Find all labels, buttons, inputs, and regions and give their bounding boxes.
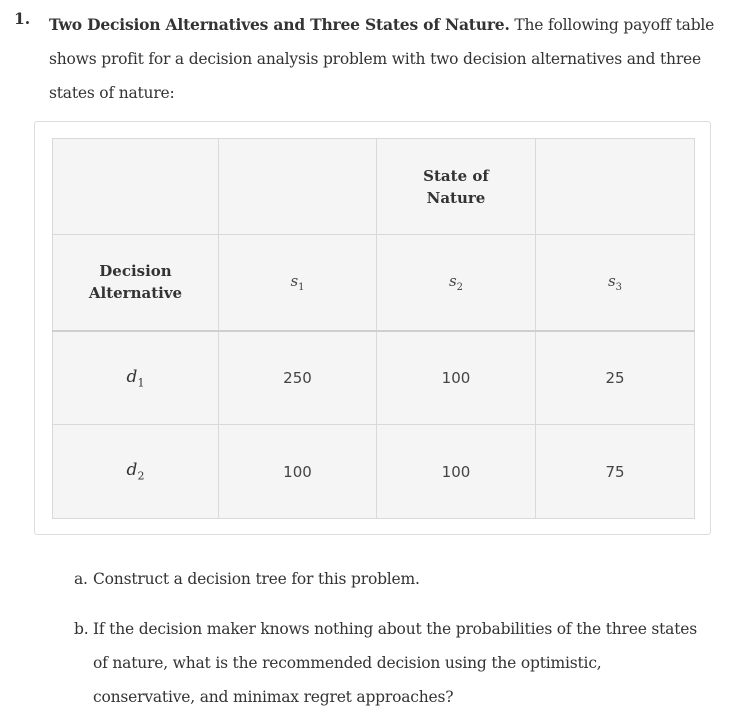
table-column-header-row xyxy=(53,235,695,331)
state-of-nature-header xyxy=(377,139,536,235)
payoff-cell: 75 xyxy=(536,425,695,519)
state-symbol: $s_2$ xyxy=(448,272,464,294)
state-header-s3 xyxy=(536,235,695,331)
state-header-s1 xyxy=(219,235,377,331)
payoff-table-container xyxy=(34,121,711,535)
problem-number: 1. xyxy=(14,9,31,28)
table-group-header-row xyxy=(53,139,695,235)
table-empty-cell xyxy=(219,139,377,235)
problem-title: Two Decision Alternatives and Three States of Nature. xyxy=(49,15,510,34)
payoff-cell: 100 xyxy=(377,425,536,519)
decision-alternative-label: Decision Alternative xyxy=(88,262,183,303)
table-row xyxy=(53,331,695,425)
table-empty-cell xyxy=(536,139,695,235)
alternative-symbol: $d_1$ xyxy=(126,366,145,389)
alternative-label-d1 xyxy=(53,331,219,425)
table-row xyxy=(53,425,695,519)
question-text: Construct a decision tree for this problem. xyxy=(93,570,420,588)
state-symbol: $s_1$ xyxy=(290,272,305,294)
table-empty-cell xyxy=(53,139,219,235)
payoff-cell: 250 xyxy=(219,331,377,425)
payoff-cell: 100 xyxy=(377,331,536,425)
question-letter: a. xyxy=(74,570,88,588)
state-header-s2 xyxy=(377,235,536,331)
question-b xyxy=(74,612,704,714)
state-of-nature-label: State of Nature xyxy=(423,166,489,207)
question-list xyxy=(74,562,704,714)
question-letter: b. xyxy=(74,620,89,638)
payoff-cell: 100 xyxy=(219,425,377,519)
alternative-label-d2 xyxy=(53,425,219,519)
question-text: If the decision maker knows nothing about the probabilities of the three states of nature, what is the recommended decision using the optimistic, conservative, and minimax regret approaches? xyxy=(93,620,697,706)
alternative-symbol: $d_2$ xyxy=(126,460,145,483)
problem-intro xyxy=(49,8,719,110)
decision-alternative-header xyxy=(53,235,219,331)
payoff-table xyxy=(52,138,695,519)
payoff-cell: 25 xyxy=(536,331,695,425)
state-symbol: $s_3$ xyxy=(607,272,623,294)
question-a xyxy=(74,562,704,596)
problem-intro-text: The following payoff table shows profit for a decision analysis problem with two decision alternatives and three states of nature: xyxy=(49,16,715,102)
